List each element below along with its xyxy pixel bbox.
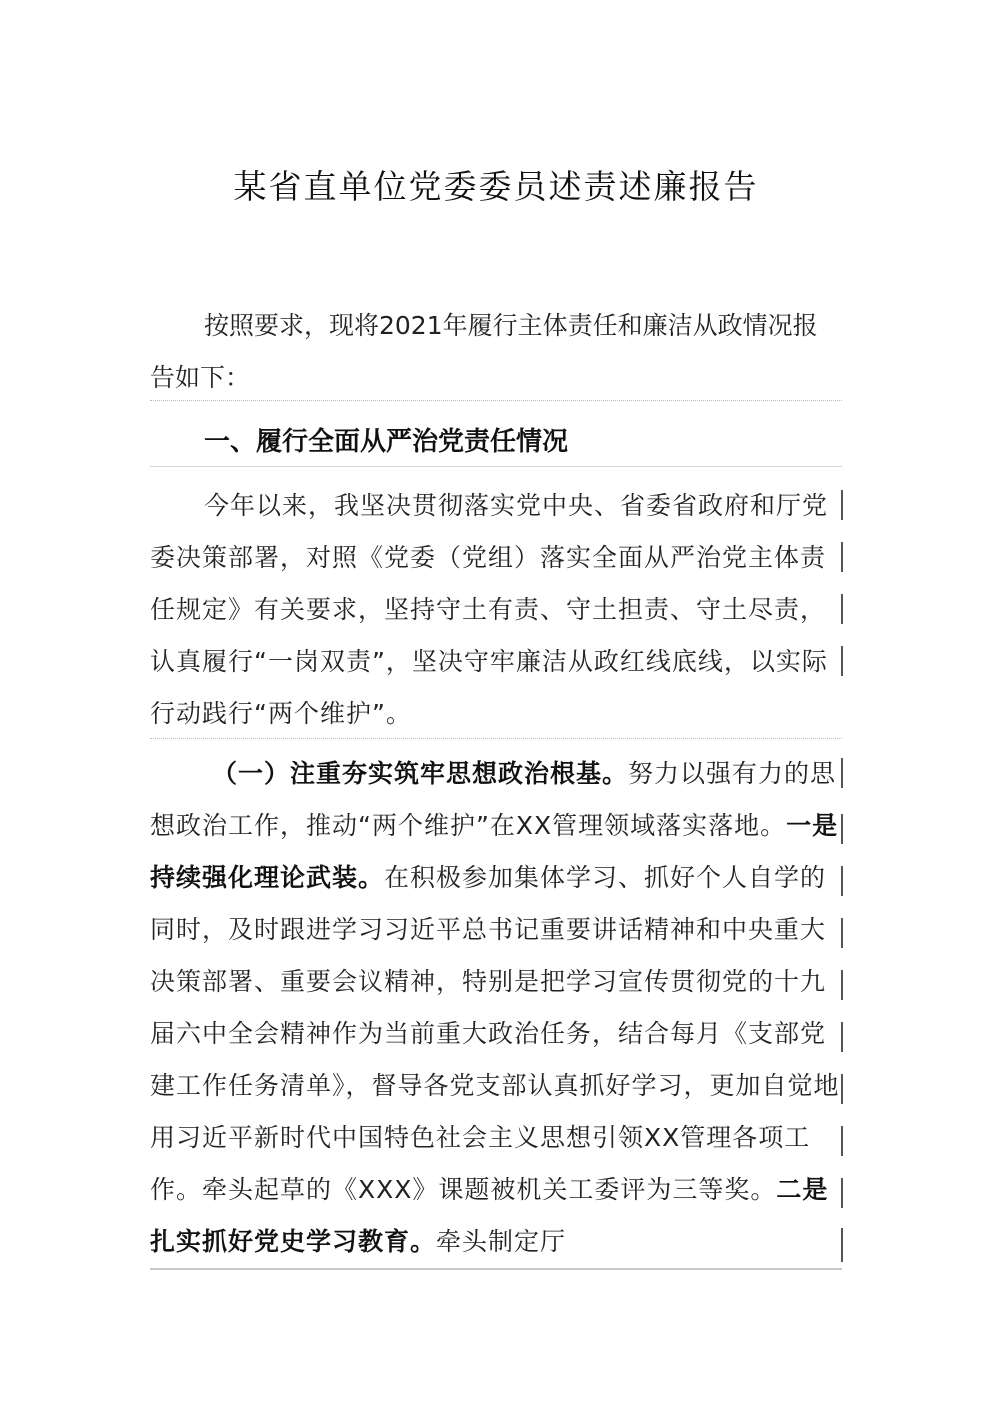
line-marker [841,594,843,624]
line-marker [841,918,843,948]
divider [150,1268,842,1270]
line-marker [841,1228,843,1262]
line-marker [841,814,843,844]
line-marker [841,1022,843,1052]
line-marker [841,490,843,520]
point-two-heading: 二是扎实抓好党史学习教育。 [150,1175,829,1256]
paragraph-text: 牵头制定厅 [436,1227,567,1256]
line-marker [841,646,843,676]
divider [150,400,842,401]
paragraph-text: 在积极参加集体学习、抓好个人自学的同时，及时跟进学习习近平总书记重要讲话精神和中央重大决策部署、重要会议精神，特别是把学习宣传贯彻党的十九届六中全会精神作为当前重大政治任务，结合每月《支部党建工作任务清单》，督导各党支部认真抓好学习，更加自觉地用习近平新时代中国特色社会主义思想引领XX管理各项工作。牵头起草的《XXX》课题被机关工委评为三等奖。 [150,863,840,1204]
line-marker [841,1126,843,1156]
paragraph-responsibility: 今年以来，我坚决贯彻落实党中央、省委省政府和厅党委决策部署，对照《党委（党组）落实全面从严治党主体责任规定》有关要求，坚持守土有责、守土担责、守土尽责，认真履行“一岗双责”，坚决守牢廉洁从政红线底线，以实际行动践行“两个维护”。 [150,491,829,728]
line-marker [841,758,843,788]
intro-paragraph: 按照要求，现将2021年履行主体责任和廉洁从政情况报告如下： [150,311,818,392]
line-marker [841,866,843,896]
point-one-heading: 一是持续强化理论武装。 [150,811,839,892]
divider [150,738,842,739]
paragraph-text: 努力以强有力的思想政治工作，推动“两个维护”在XX管理领域落实落地。 [150,759,837,840]
line-marker [841,1178,843,1208]
line-marker [841,1074,843,1104]
line-marker [841,542,843,572]
document-title: 某省直单位党委委员述责述廉报告 [233,167,759,206]
paragraph-political-foundation [150,748,842,1268]
line-marker [841,970,843,1000]
divider [150,466,842,467]
subheading-political-foundation: （一）注重夯实筑牢思想政治根基。 [212,759,629,788]
section-heading: 一、履行全面从严治党责任情况 [204,427,569,457]
